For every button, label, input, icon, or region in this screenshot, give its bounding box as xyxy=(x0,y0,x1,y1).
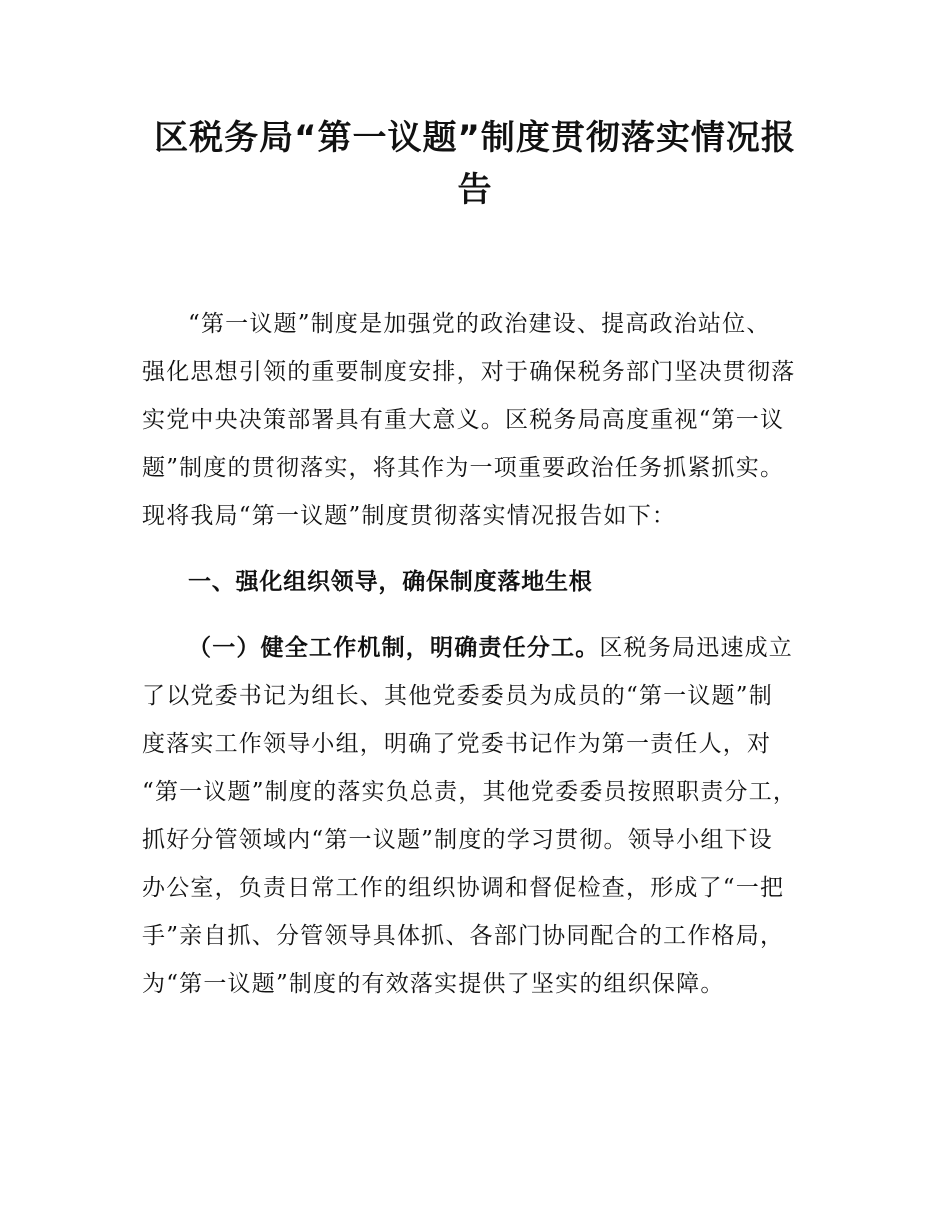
subsection-1-first-line xyxy=(142,624,822,672)
subsection-1-line-4: “第一议题”制度的落实负总责，其他党委委员按照职责分工， xyxy=(142,779,798,805)
subsection-1-first-line-text: 区税务局迅速成立 xyxy=(599,635,794,661)
intro-line-5: 现将我局“第一议题”制度贯彻落实情况报告如下： xyxy=(142,503,677,529)
document-title xyxy=(120,112,830,216)
paragraph-spacer xyxy=(142,540,822,558)
subsection-1-heading: （一）健全工作机制，明确责任分工。 xyxy=(188,635,600,661)
paragraph-spacer xyxy=(142,606,822,624)
title-line-2: 告 xyxy=(457,170,493,210)
subsection-1-line-7: 手”亲自抓、分管领导具体抓、各部门协同配合的工作格局， xyxy=(142,923,785,949)
intro-line-2: 强化思想引领的重要制度安排，对于确保税务部门坚决贯彻落 xyxy=(142,359,796,385)
subsection-1-line-5: 抓好分管领域内“第一议题”制度的学习贯彻。领导小组下设 xyxy=(142,827,773,853)
subsection-1-line-2: 了以党委书记为组长、其他党委委员为成员的“第一议题”制 xyxy=(142,683,773,709)
subsection-1-line-8: 为“第一议题”制度的有效落实提供了坚实的组织保障。 xyxy=(142,971,725,997)
intro-line-3: 实党中央决策部署具有重大意义。区税务局高度重视“第一议 xyxy=(142,407,785,433)
section-1-heading: 一、强化组织领导，确保制度落地生根 xyxy=(188,569,593,595)
subsection-1-line-6: 办公室，负责日常工作的组织协调和督促检查，形成了“一把 xyxy=(142,875,785,901)
intro-line-4: 题”制度的贯彻落实，将其作为一项重要政治任务抓紧抓实。 xyxy=(142,455,785,481)
intro-line-1: “第一议题”制度是加强党的政治建设、提高政治站位、 xyxy=(188,311,771,337)
subsection-1-line-3: 度落实工作领导小组，明确了党委书记作为第一责任人，对 xyxy=(142,731,772,757)
title-line-1: 区税务局“第一议题”制度贯彻落实情况报 xyxy=(154,118,796,158)
document-body xyxy=(142,300,822,1008)
